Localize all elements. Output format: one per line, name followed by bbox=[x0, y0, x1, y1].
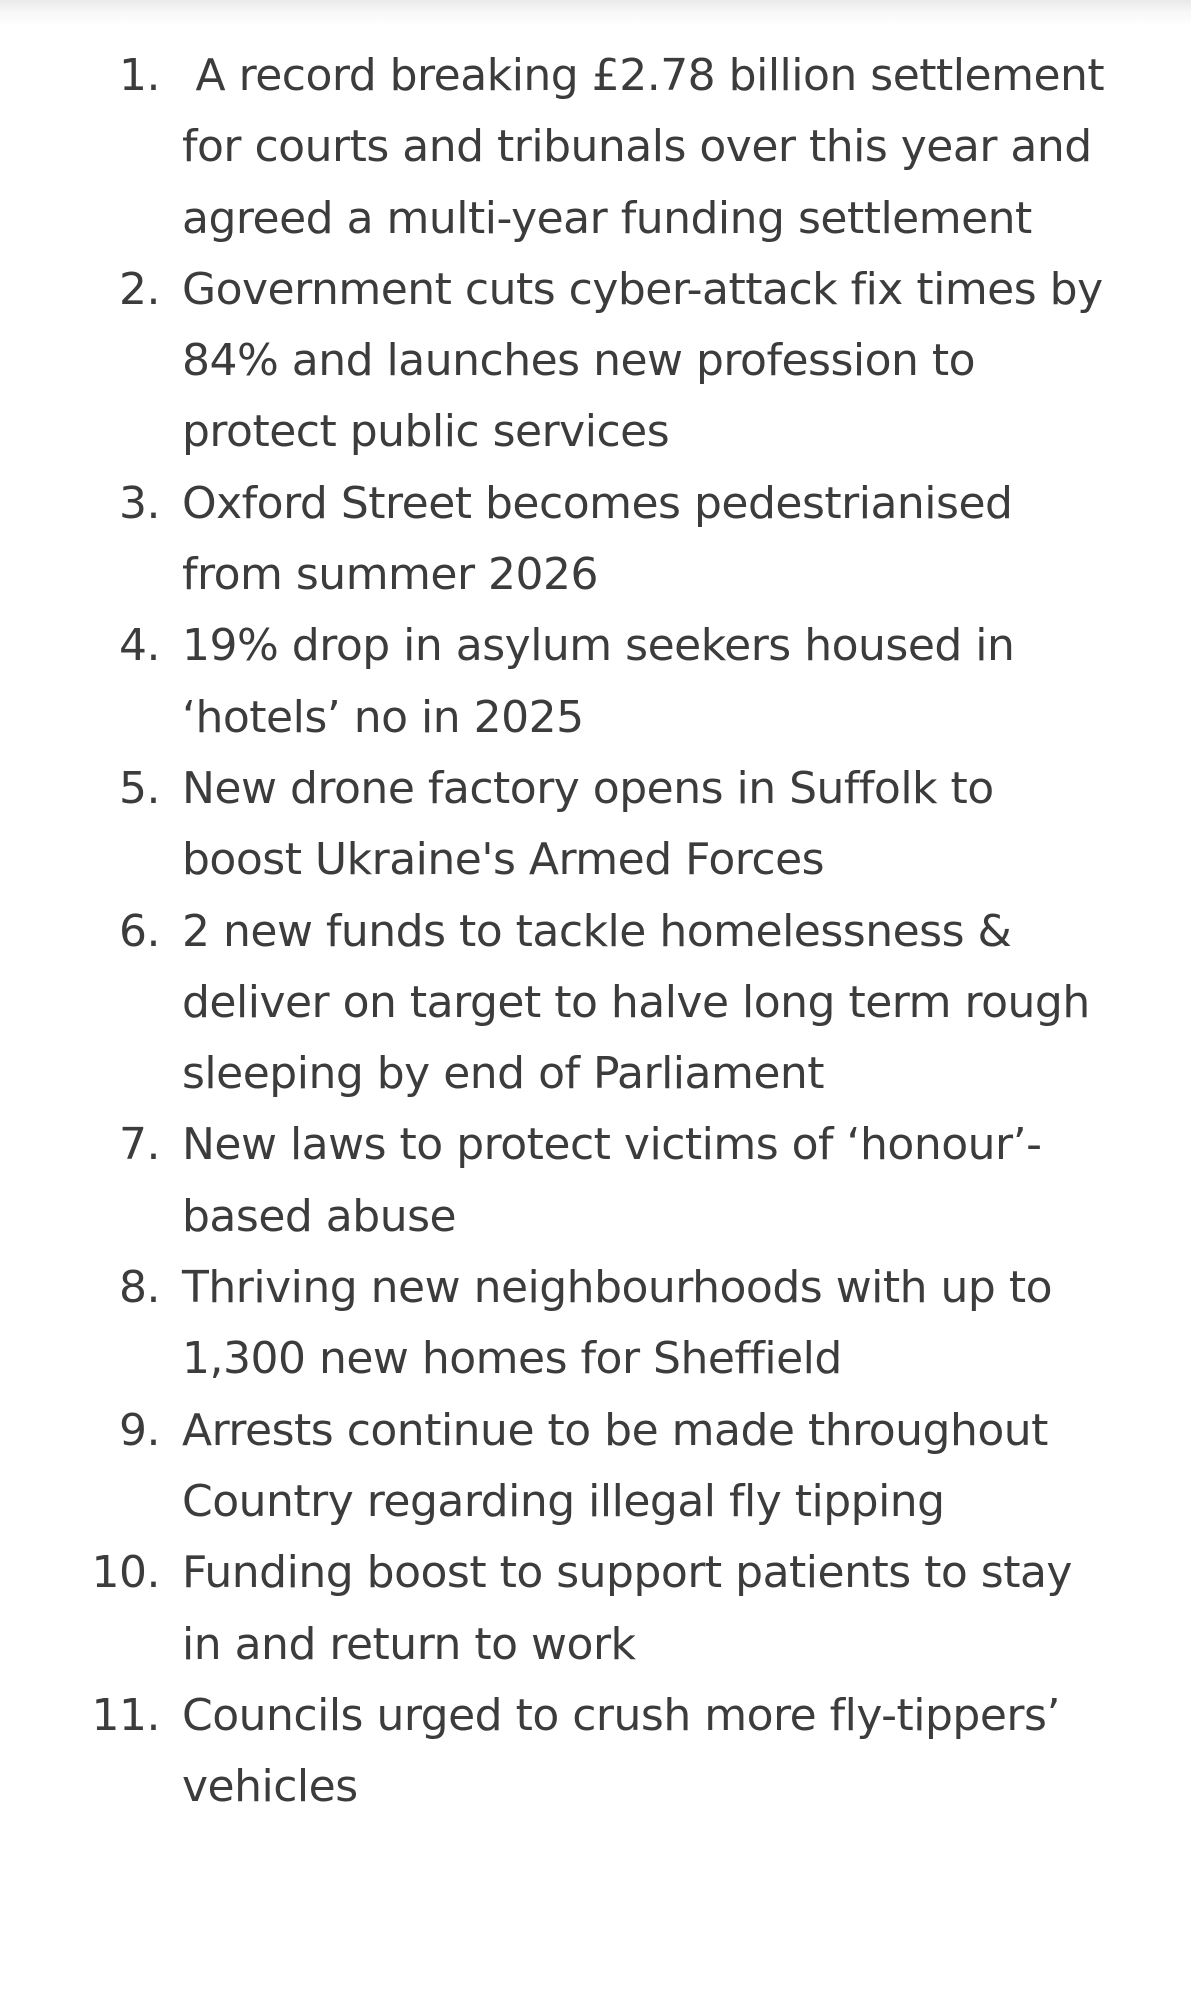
top-shadow bbox=[0, 0, 1191, 26]
item-number: 2. bbox=[119, 263, 160, 315]
item-text: Oxford Street becomes pedestrianised from summer 2026 bbox=[182, 477, 1013, 601]
item-text: Government cuts cyber-attack fix times by 84% and launches new profession to protect public services bbox=[182, 263, 1103, 458]
item-text: Councils urged to crush more fly-tippers’ vehicles bbox=[182, 1689, 1060, 1813]
list-item bbox=[0, 40, 1191, 254]
list-item bbox=[0, 610, 1191, 753]
list-item bbox=[0, 1680, 1191, 1823]
item-number: 6. bbox=[119, 905, 160, 957]
list-item bbox=[0, 1109, 1191, 1252]
item-number: 4. bbox=[119, 620, 160, 672]
document-body bbox=[0, 40, 1191, 1822]
item-number: 3. bbox=[119, 477, 160, 529]
item-text: Funding boost to support patients to stay in and return to work bbox=[182, 1547, 1072, 1670]
list-item bbox=[0, 753, 1191, 896]
news-list bbox=[0, 40, 1191, 1822]
item-number: 8. bbox=[119, 1262, 160, 1314]
item-number: 7. bbox=[119, 1119, 160, 1171]
item-text: New drone factory opens in Suffolk to boost Ukraine's Armed Forces bbox=[182, 762, 994, 886]
list-item bbox=[0, 468, 1191, 611]
list-item bbox=[0, 896, 1191, 1110]
item-number: 9. bbox=[119, 1404, 160, 1456]
item-text: New laws to protect victims of ‘honour’- based abuse bbox=[182, 1119, 1042, 1242]
list-item bbox=[0, 254, 1191, 468]
item-text: 2 new funds to tackle homelessness & deliver on target to halve long term rough sleeping by end of Parliament bbox=[182, 905, 1090, 1100]
item-number: 11. bbox=[91, 1689, 160, 1741]
item-text: 19% drop in asylum seekers housed in ‘hotels’ no in 2025 bbox=[182, 620, 1015, 743]
item-text: Arrests continue to be made throughout Country regarding illegal fly tipping bbox=[182, 1404, 1048, 1527]
list-item bbox=[0, 1537, 1191, 1680]
list-item bbox=[0, 1395, 1191, 1538]
item-number: 1. bbox=[119, 50, 160, 101]
item-text: A record breaking £2.78 billion settlement for courts and tribunals over this year and agreed a multi-year funding settlement bbox=[182, 50, 1118, 244]
item-number: 5. bbox=[119, 762, 160, 814]
list-item bbox=[0, 1252, 1191, 1395]
item-number: 10. bbox=[91, 1547, 160, 1599]
item-text: Thriving new neighbourhoods with up to 1,300 new homes for Sheffield bbox=[182, 1262, 1053, 1385]
